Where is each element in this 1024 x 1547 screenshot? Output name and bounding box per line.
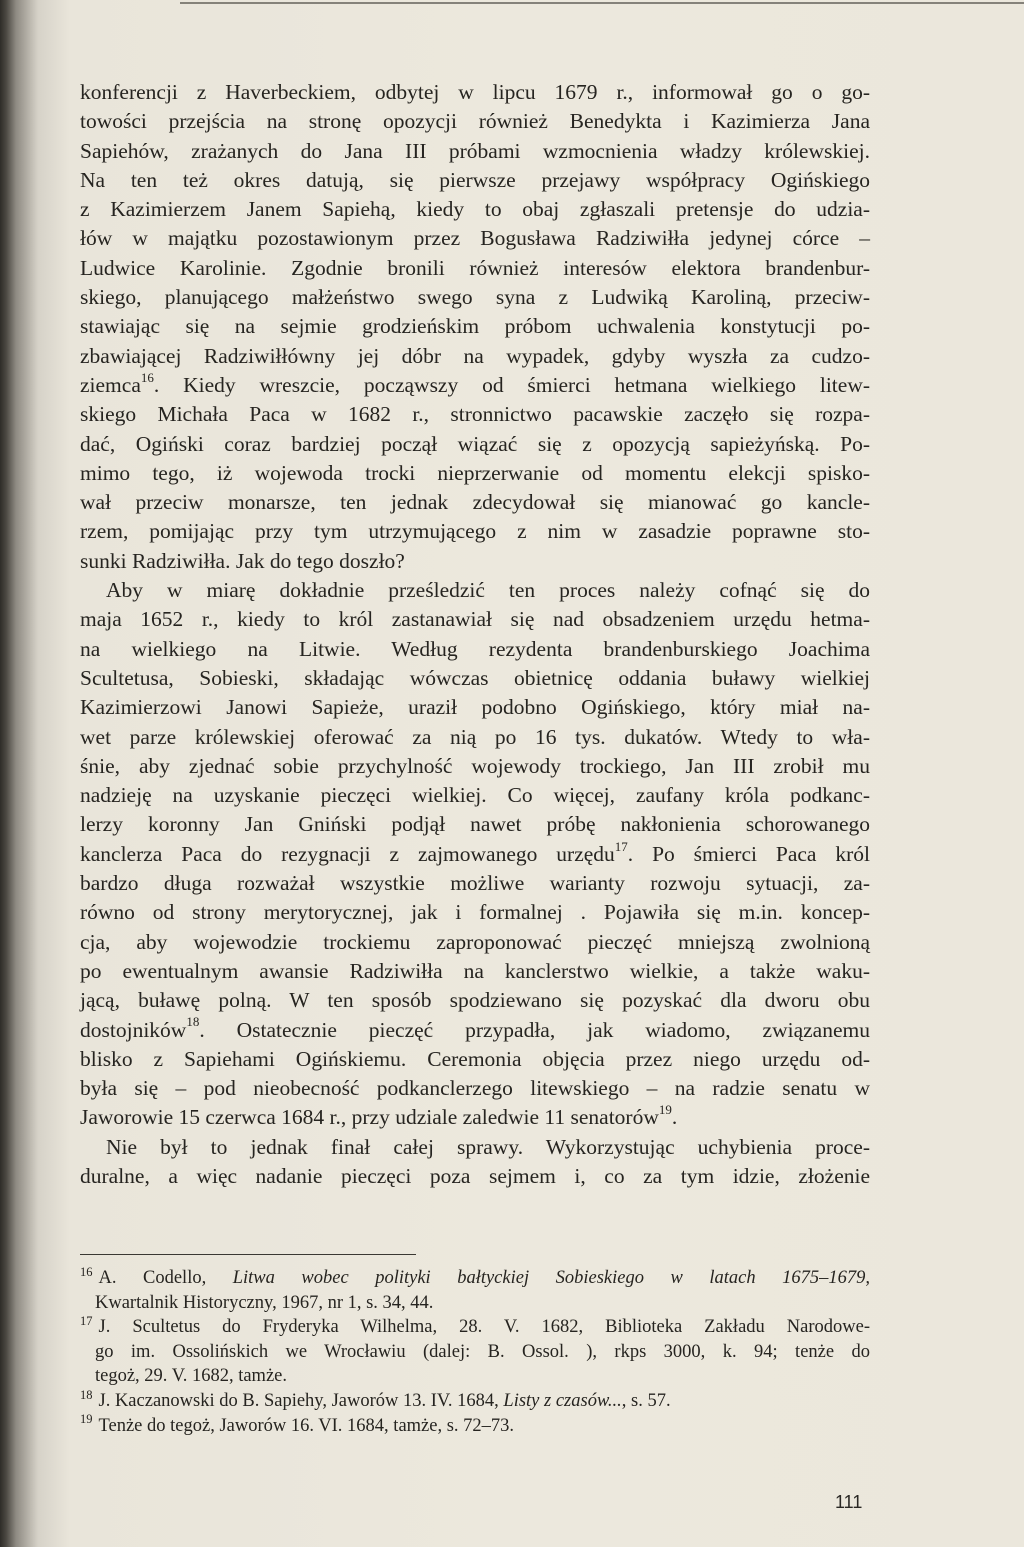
footnote-number: 18: [80, 1387, 93, 1402]
text-line: równo od strony merytorycznej, jak i formalnej . Pojawiła się m.in. koncep-: [80, 900, 870, 925]
text-line: łów w majątku pozostawionym przez Bogusława Radziwiłła jedynej córce –: [80, 226, 870, 251]
scan-edge-line: [180, 2, 1024, 4]
footnote-ref[interactable]: 16: [140, 369, 154, 385]
text-line: maja 1652 r., kiedy to król zastanawiał się nad obsadzeniem urzędu hetma-: [80, 607, 870, 632]
text-fragment: Jaworowie 15 czerwca 1684 r., przy udziale zaledwie 11 senatorów: [80, 1105, 659, 1130]
text-line: konferencji z Haverbeckiem, odbytej w lipcu 1679 r., informował go o go-: [80, 80, 870, 104]
text-fragment: . Kiedy wreszcie, począwszy od śmierci hetmana wielkiego litew-: [153, 372, 870, 397]
text-line: blisko z Sapiehami Ogińskiemu. Ceremonia objęcia przez niego urzędu od-: [80, 1046, 870, 1071]
text-line: śnie, aby zjednać sobie przychylność wojewody trockiego, Jan III zrobił mu: [80, 753, 870, 778]
text-line: [80, 371, 870, 400]
text-line: towości przejścia na stronę opozycji również Benedykta i Kazimierza Jana: [80, 109, 870, 134]
footnote-text: A. Codello,: [98, 1268, 233, 1288]
text-line: [80, 840, 870, 869]
text-fragment: dostojników: [80, 1017, 187, 1042]
text-line: Na ten też okres datują, się pierwsze przejawy współpracy Ogińskiego: [80, 167, 870, 192]
text-line: Nie był to jednak finał całej sprawy. Wykorzystując uchybienia proce-: [106, 1134, 870, 1159]
text-fragment: .: [671, 1105, 678, 1130]
text-line: była się – pod nieobecność podkanclerzego litewskiego – na radzie senatu w: [80, 1076, 870, 1101]
body-text: [80, 78, 870, 1191]
text-line: stawiając się na sejmie grodzieńskim próbom uchwalenia konstytucji po-: [80, 314, 870, 339]
footnote-17-cont: go im. Ossolińskich we Wrocławiu (dalej: B. Ossol. ), rkps 3000, k. 94; tenże do: [95, 1341, 870, 1362]
text-fragment: . Ostatecznie pieczęć przypadła, jak wiadomo, związanemu: [199, 1017, 870, 1042]
text-line: rzem, pomijając przy tym utrzymującego z nim w zasadzie poprawne sto-: [80, 519, 870, 544]
page-content: [80, 78, 870, 1191]
footnote-16: [80, 1266, 870, 1291]
footnote-text: J. Kaczanowski do B. Sapiehy, Jaworów 13. IV. 1684,: [98, 1390, 504, 1411]
text-line: po ewentualnym awansie Radziwiłła na kanclerstwo wielkie, a także waku-: [80, 958, 870, 983]
text-line: skiego, planującego małżeństwo swego syna z Ludwiką Karoliną, przeciw-: [80, 285, 870, 310]
text-line: Kazimierzowi Janowi Sapieże, uraził podobno Ogińskiego, który miał na-: [80, 695, 870, 720]
text-line: Sapiehów, zrażanych do Jana III próbami wzmocnienia władzy królewskiej.: [80, 138, 870, 163]
footnote-16-cont: Kwartalnik Historyczny, 1967, nr 1, s. 34, 44.: [95, 1292, 434, 1313]
footnote-title: Litwa wobec polityki bałtyckiej Sobieskiego w latach 1675–1679,: [232, 1268, 870, 1288]
text-line: sunki Radziwiłła. Jak do tego doszło?: [80, 548, 405, 573]
text-line: wet parze królewskiej oferować za nią po 16 tys. dukatów. Wtedy to wła-: [80, 724, 870, 749]
text-fragment: kanclerza Paca do rezygnacji z zajmowanego urzędu: [80, 841, 615, 866]
text-line: na wielkiego na Litwie. Według rezydenta brandenburskiego Joachima: [80, 636, 870, 661]
footnote-17-cont: tegoż, 29. V. 1682, tamże.: [95, 1366, 287, 1387]
text-line: wał przeciw monarsze, ten jednak zdecydował się mianować go kancle-: [80, 490, 870, 515]
text-line: Aby w miarę dokładnie prześledzić ten proces należy cofnąć się do: [106, 578, 870, 603]
page-number: 111: [835, 1492, 863, 1512]
footnote-17: [80, 1315, 870, 1340]
footnote-ref[interactable]: 19: [658, 1102, 672, 1118]
footnote-number: 17: [80, 1314, 93, 1329]
text-line: cja, aby wojewodzie trockiemu zaproponować pieczęć mniejszą zwolnioną: [80, 929, 870, 954]
footnote-ref[interactable]: 18: [186, 1014, 200, 1030]
text-line: duralne, a więc nadanie pieczęci poza sejmem i, co za tym idzie, złożenie: [80, 1163, 870, 1188]
text-fragment: ziemca: [80, 372, 141, 397]
text-line: lerzy koronny Jan Gniński podjął nawet próbę nakłonienia schorowanego: [80, 812, 870, 837]
footnote-text: Tenże do tegoż, Jaworów 16. VI. 1684, tamże, s. 72–73.: [98, 1415, 515, 1436]
text-line: nadzieję na uzyskanie pieczęci wielkiej. Co więcej, zaufany króla podkanc-: [80, 783, 870, 808]
footnote-number: 19: [80, 1412, 93, 1427]
text-line: z Kazimierzem Janem Sapiehą, kiedy to obaj zgłaszali pretensje do udzia-: [80, 197, 870, 222]
footnote-19: [80, 1414, 870, 1439]
footnote-text: J. Scultetus do Fryderyka Wilhelma, 28. V. 1682, Biblioteka Zakładu Narodowe-: [98, 1317, 870, 1338]
text-line: [80, 1103, 870, 1132]
text-line: Scultetusa, Sobieski, składając wówczas obietnicę oddania buławy wielkiej: [80, 665, 870, 690]
text-line: [80, 1016, 870, 1045]
text-line: skiego Michała Paca w 1682 r., stronnictwo pacawskie zaczęło się rozpa-: [80, 402, 870, 427]
text-fragment: . Po śmierci Paca król: [627, 841, 870, 866]
text-line: zbawiającej Radziwiłłówny jej dóbr na wypadek, gdyby wyszła za cudzo-: [80, 343, 870, 368]
footnote-text: , s. 57.: [621, 1390, 671, 1411]
text-line: bardzo długa rozważał wszystkie możliwe warianty rozwoju sytuacji, za-: [80, 871, 870, 896]
footnote-separator: [80, 1254, 416, 1255]
text-line: mimo tego, iż wojewoda trocki nieprzerwanie od momentu elekcji spisko-: [80, 460, 870, 485]
footnote-number: 16: [80, 1264, 93, 1279]
footnote-ref[interactable]: 17: [614, 838, 628, 854]
footnote-title: Listy z czasów...: [503, 1390, 622, 1411]
footnotes: [80, 1266, 870, 1438]
text-line: jącą, buławę polną. W ten sposób spodziewano się pozyskać dla dworu obu: [80, 988, 870, 1013]
text-line: dać, Ogiński coraz bardziej począł wiązać się z opozycją sapieżyńską. Po-: [80, 431, 870, 456]
footnote-18: [80, 1389, 870, 1414]
text-line: Ludwice Karolinie. Zgodnie bronili również interesów elektora brandenbur-: [80, 255, 870, 280]
